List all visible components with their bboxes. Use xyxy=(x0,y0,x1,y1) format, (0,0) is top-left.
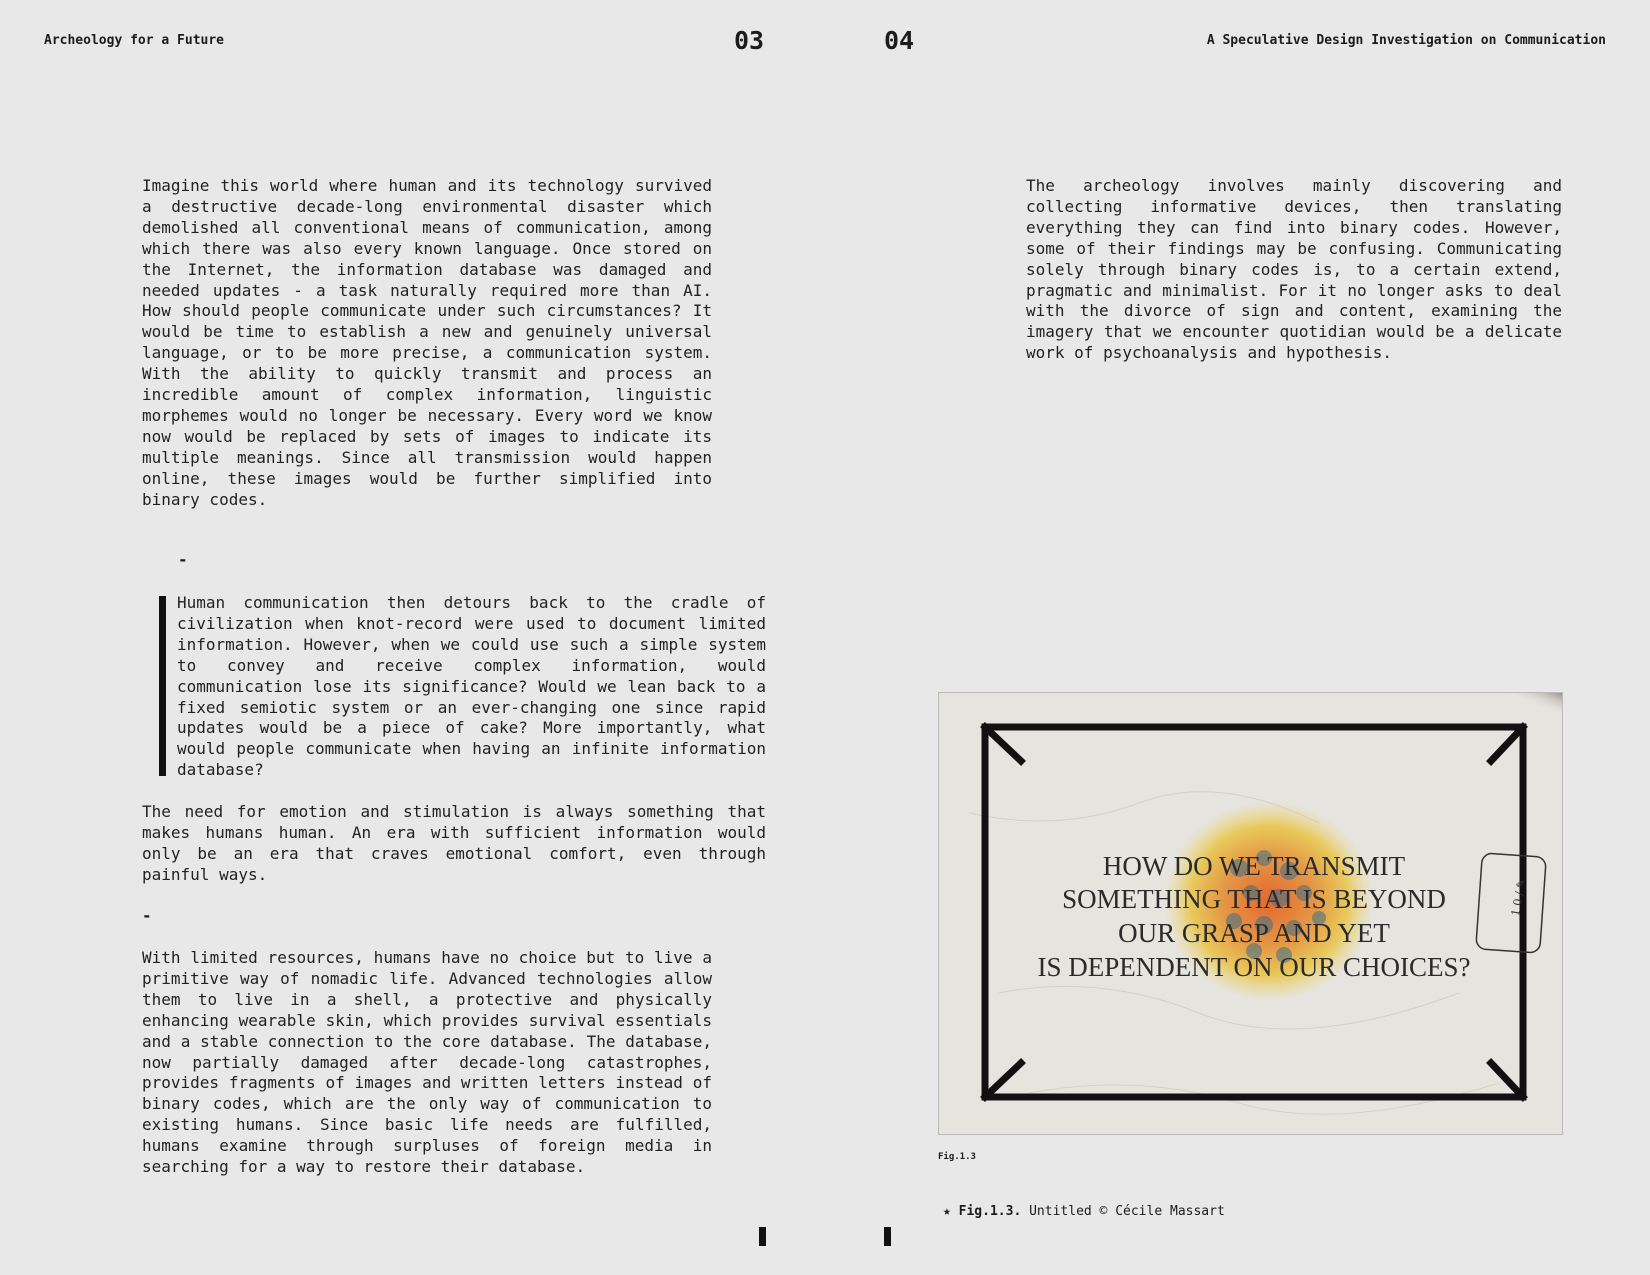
quote-bar xyxy=(159,596,166,776)
section-dash-2: - xyxy=(142,906,152,925)
star-icon: ★ xyxy=(943,1204,951,1219)
credit-fig: Fig.1.3. xyxy=(958,1204,1022,1219)
left-paragraph-1: Imagine this world where human and its technology survived a destructive decade-long environmental disaster which demolished all conventional means of communication, among which there was also every known language. Once stored on the Internet, the information database was damaged and needed updates - a task naturally required more than AI. How should people communicate under such circumstances? It would be time to establish a new and genuinely universal language, or to be more precise, a communication system. With the ability to quickly transmit and process an incredible amount of complex information, linguistic morphemes would no longer be necessary. Every word we know now would be replaced by sets of images to indicate its multiple meanings. Since all transmission would happen online, these images would be further simplified into binary codes. xyxy=(142,176,712,509)
left-paragraph-2: The need for emotion and stimulation is always something that makes humans human. An era with sufficient information would only be an era that craves emotional comfort, even through painful ways. xyxy=(142,802,766,884)
figure-line-1: HOW DO WE TRANSMIT xyxy=(1102,851,1406,881)
footer-mark-left xyxy=(759,1227,766,1246)
footer-mark-right xyxy=(884,1227,891,1246)
figure-credit xyxy=(943,1204,1225,1219)
figure-line-2: SOMETHING THAT IS BEYOND xyxy=(1062,884,1446,914)
left-paragraph-3: With limited resources, humans have no choice but to live a primitive way of nomadic life. Advanced technologies allow them to live in a shell, a protective and physically enhancing wearable skin, which provides survival essentials and a stable connection to the core database. The database, now partially damaged after decade-long catastrophes, provides fragments of images and written letters instead of binary codes, which are the only way of communication to existing humans. Since basic life needs are fulfilled, humans examine through surpluses of foreign media in searching for a way to restore their database. xyxy=(142,948,712,1177)
right-paragraph-1: The archeology involves mainly discovering and collecting informative devices, then translating everything they can find into binary codes. However, some of their findings may be confusing. Communicating solely through binary codes is, to a certain extend, pragmatic and minimalist. For it no longer asks to deal with the divorce of sign and content, examining the imagery that we encounter quotidian would be a delicate work of psychoanalysis and hypothesis. xyxy=(1026,176,1562,363)
stamp-text: 1 0 / ✎ xyxy=(1508,877,1529,918)
credit-text: Untitled © Cécile Massart xyxy=(1029,1204,1225,1219)
running-title-right: A Speculative Design Investigation on Communication xyxy=(1206,33,1606,48)
figure-photo xyxy=(938,692,1563,1135)
page-number-left: 03 xyxy=(734,26,765,55)
running-title-left: Archeology for a Future xyxy=(44,33,225,48)
section-dash-1: - xyxy=(178,550,188,569)
figure-artwork xyxy=(939,693,1562,1134)
block-quote: Human communication then detours back to the cradle of civilization when knot-record were used to document limited information. However, when we could use such a simple system to convey and receive complex information, would communication lose its significance? Would we lean back to a fixed semiotic system or an ever-changing one since rapid updates would be a piece of cake? More importantly, what would people communicate when having an infinite information database? xyxy=(177,593,766,780)
figure-line-3: OUR GRASP AND YET xyxy=(1118,918,1390,948)
figure-line-4: IS DEPENDENT ON OUR CHOICES? xyxy=(1037,952,1471,982)
figure-label: Fig.1.3 xyxy=(938,1152,976,1162)
page-number-right: 04 xyxy=(884,26,915,55)
